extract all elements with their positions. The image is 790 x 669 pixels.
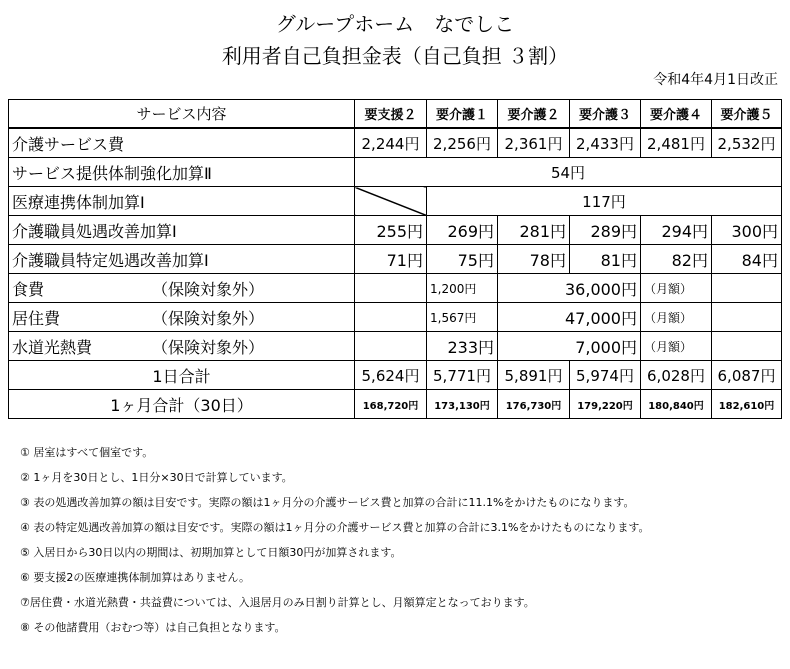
cell-value: 255円 [355,216,427,245]
table-row [9,332,782,361]
note-item: ⑥ 要支援2の医療連携体制加算はありません。 [20,571,251,584]
row-label-name: 居住費 [12,308,61,328]
cell-value: 2,244円 [355,128,427,158]
monthly-amount: 36,000円 [498,274,641,303]
row-label-note: （保険対象外） [152,337,265,357]
cell-value: 2,433円 [570,128,641,158]
cell-value: 182,610円 [712,390,782,419]
cell-value: 5,771円 [427,361,498,390]
table-row [9,361,782,390]
daily-amount: 1,200円 [427,274,498,303]
row-label [9,303,355,332]
cell-value: 2,256円 [427,128,498,158]
note-item: ③ 表の処遇改善加算の額は目安です。実際の額は1ヶ月分の介護サービス費と加算の合計に11.1%をかけたものになります。 [20,496,635,509]
not-applicable-cell [355,187,427,216]
cell-value: 75円 [427,245,498,274]
cell-value: 300円 [712,216,782,245]
cell-value: 6,028円 [641,361,712,390]
empty-cell [355,303,427,332]
row-label-name: 食費 [12,279,45,299]
row-label: 1日合計 [9,361,355,390]
row-label-name: 水道光熱費 [12,337,93,357]
row-label-note: （保険対象外） [152,279,265,299]
fee-table [8,99,782,419]
cell-value: 54円 [355,158,782,187]
row-label: 介護サービス費 [9,128,355,158]
cell-value: 180,840円 [641,390,712,419]
cell-value: 5,974円 [570,361,641,390]
header-level: 要介護５ [712,100,782,129]
cell-value: 6,087円 [712,361,782,390]
monthly-amount: 47,000円 [498,303,641,332]
table-header-row [9,100,782,129]
table-row [9,158,782,187]
table-row [9,187,782,216]
row-label: 介護職員処遇改善加算Ⅰ [9,216,355,245]
cell-value: 5,891円 [498,361,570,390]
note-item: ④ 表の特定処遇改善加算の額は目安です。実際の額は1ヶ月分の介護サービス費と加算の合計に3.1%をかけたものになります。 [20,521,650,534]
cell-value: 2,481円 [641,128,712,158]
monthly-amount: 7,000円 [498,332,641,361]
cell-value: 81円 [570,245,641,274]
notes-list [20,446,650,646]
header-level: 要介護３ [570,100,641,129]
table-row [9,303,782,332]
cell-value: 176,730円 [498,390,570,419]
note-item: ② 1ヶ月を30日とし、1日分×30日で計算しています。 [20,471,293,484]
cell-value: 168,720円 [355,390,427,419]
cell-value: 281円 [498,216,570,245]
cell-value: 78円 [498,245,570,274]
cell-value: 82円 [641,245,712,274]
header-level: 要介護１ [427,100,498,129]
table-row [9,245,782,274]
empty-cell [712,332,782,361]
monthly-unit: （月額） [641,332,712,361]
revision-date: 令和4年4月1日改正 [653,72,778,88]
note-item: ⑦居住費・水道光熱費・共益費については、入退居月のみ日割り計算とし、月額算定となっております。 [20,596,535,609]
cell-value: 269円 [427,216,498,245]
empty-cell [712,274,782,303]
daily-amount: 1,567円 [427,303,498,332]
row-label: 介護職員特定処遇改善加算Ⅰ [9,245,355,274]
row-label: 医療連携体制加算Ⅰ [9,187,355,216]
cell-value: 173,130円 [427,390,498,419]
empty-cell [355,332,427,361]
table-title: 利用者自己負担金表（自己負担 ３割） [221,44,569,68]
header-level: 要支援２ [355,100,427,129]
empty-cell [355,274,427,303]
row-label: 1ヶ月合計（30日） [9,390,355,419]
row-label [9,274,355,303]
row-label: サービス提供体制強化加算Ⅱ [9,158,355,187]
cell-value: 179,220円 [570,390,641,419]
table-row [9,128,782,158]
cell-value: 84円 [712,245,782,274]
cell-value: 71円 [355,245,427,274]
monthly-unit: （月額） [641,303,712,332]
header-level: 要介護４ [641,100,712,129]
note-item: ⑧ その他諸費用（おむつ等）は自己負担となります。 [20,621,286,634]
cell-value: 289円 [570,216,641,245]
cell-value: 294円 [641,216,712,245]
monthly-unit: （月額） [641,274,712,303]
facility-name: グループホーム なでしこ [275,12,515,36]
note-item: ⑤ 入居日から30日以内の期間は、初期加算として日額30円が加算されます。 [20,546,402,559]
cell-value: 2,532円 [712,128,782,158]
table-row [9,274,782,303]
daily-amount: 233円 [427,332,498,361]
empty-cell [712,303,782,332]
header-level: 要介護２ [498,100,570,129]
table-row [9,390,782,419]
cell-value: 5,624円 [355,361,427,390]
row-label-note: （保険対象外） [152,308,265,328]
table-row [9,216,782,245]
cell-value: 2,361円 [498,128,570,158]
note-item: ① 居室はすべて個室です。 [20,446,154,459]
row-label [9,332,355,361]
cell-value: 117円 [427,187,782,216]
header-service: サービス内容 [9,100,355,129]
